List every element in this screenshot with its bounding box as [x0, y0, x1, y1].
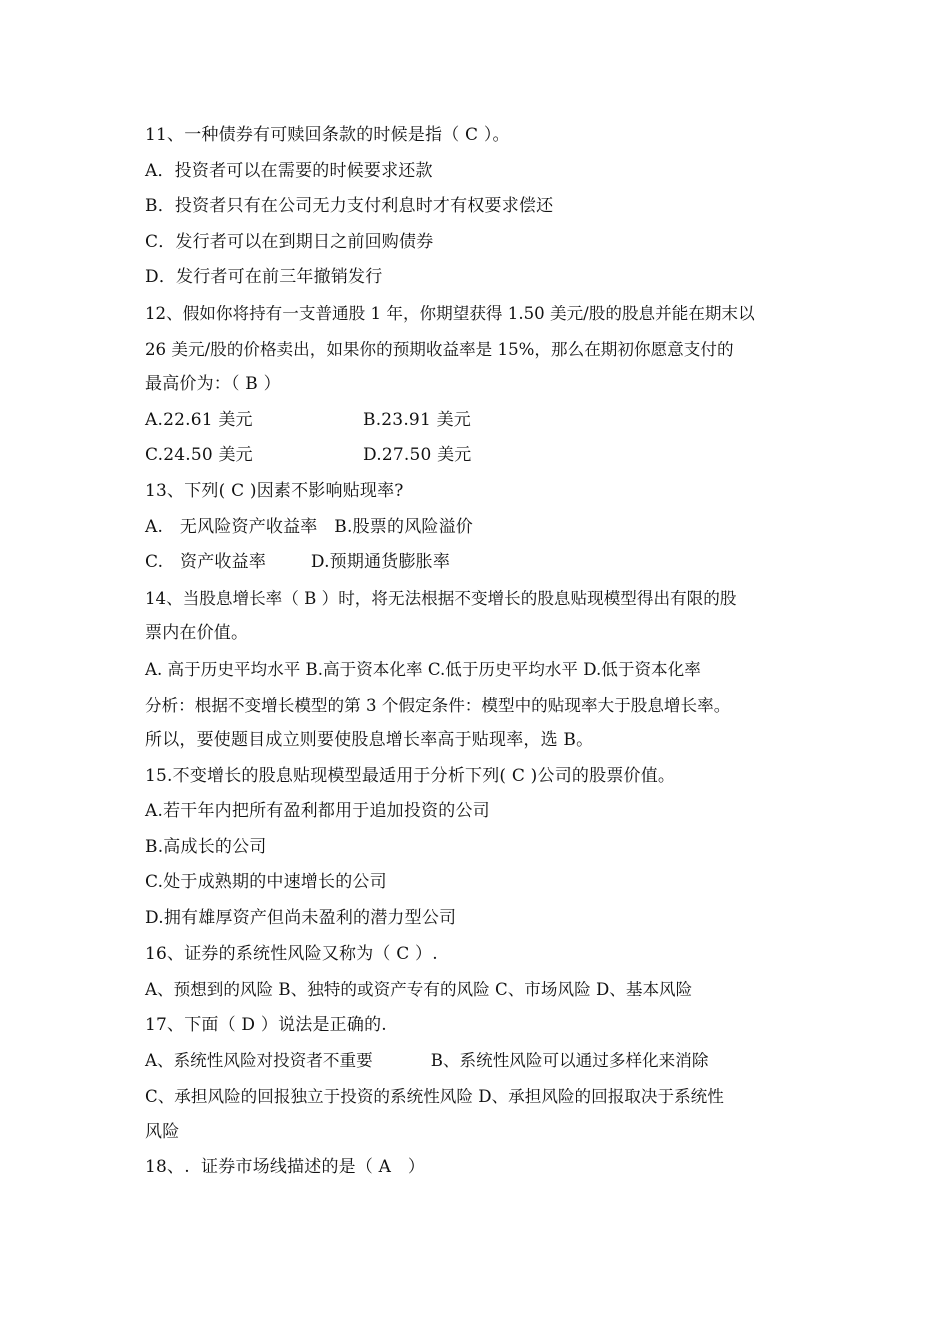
question-11-option-a: A．投资者可以在需要的时候要求还款 [145, 160, 433, 181]
question-16: 16、证券的系统性风险又称为（ C ）. [145, 943, 438, 964]
question-17-options-cd-cont: 风险 [145, 1121, 180, 1142]
question-17-options-ab: A、系统性风险对投资者不重要 B、系统性风险可以通过多样化来消除 [145, 1051, 709, 1071]
question-12-options-cd [145, 438, 810, 474]
question-12-options-ab [145, 403, 810, 439]
question-17-options-cd: C、承担风险的回报独立于投资的系统性风险 D、承担风险的回报取决于系统性 [145, 1087, 724, 1107]
question-17: 17、下面（ D ）说法是正确的. [145, 1014, 387, 1035]
question-11-option-c: C．发行者可以在到期日之前回购债券 [145, 231, 434, 252]
question-15-option-c: C.处于成熟期的中速增长的公司 [145, 872, 387, 893]
question-12-line-1: 12、假如你将持有一支普通股 1 年，你期望获得 1.50 美元/股的股息并能在期末以 [145, 303, 755, 323]
question-11-option-b: B．投资者只有在公司无力支付利息时才有权要求偿还 [145, 196, 554, 217]
question-15-option-d: D.拥有雄厚资产但尚未盈利的潜力型公司 [145, 908, 457, 929]
question-14-analysis-2: 所以，要使题目成立则要使股息增长率高于贴现率，选 B。 [145, 730, 594, 751]
question-18: 18、. 证券市场线描述的是（ A ） [145, 1157, 426, 1178]
question-12-option-d: D.27.50 美元 [363, 445, 472, 466]
question-15-option-a: A.若干年内把所有盈利都用于追加投资的公司 [145, 801, 490, 822]
question-11: 11、一种债券有可赎回条款的时候是指（ C ）。 [145, 125, 510, 145]
question-13-options-cd: C. 资产收益率 D.预期通货膨胀率 [145, 552, 451, 573]
question-14-line-2: 票内在价值。 [145, 623, 249, 644]
question-16-options: A、预想到的风险 B、独特的或资产专有的风险 C、市场风险 D、基本风险 [145, 980, 693, 1000]
question-11-option-d: D．发行者可在前三年撤销发行 [145, 267, 383, 288]
document-body [145, 118, 810, 1186]
question-12-line-2: 26 美元/股的价格卖出，如果你的预期收益率是 15%，那么在期初你愿意支付的 [145, 339, 734, 359]
question-13: 13、下列( C )因素不影响贴现率? [145, 480, 404, 501]
question-14-options: A. 高于历史平均水平 B.高于资本化率 C.低于历史平均水平 D.低于资本化率 [145, 659, 701, 679]
question-12-option-a: A.22.61 美元 [145, 409, 253, 430]
question-14-analysis-1: 分析：根据不变增长模型的第 3 个假定条件：模型中的贴现率大于股息增长率。 [145, 695, 731, 715]
question-13-options-ab: A. 无风险资产收益率 B.股票的风险溢价 [145, 516, 473, 537]
question-12-option-b: B.23.91 美元 [363, 409, 471, 430]
question-15: 15.不变增长的股息贴现模型最适用于分析下列( C )公司的股票价值。 [145, 765, 676, 786]
question-12-line-3: 最高价为：（ B ） [145, 374, 281, 395]
question-12-option-c: C.24.50 美元 [145, 445, 253, 466]
question-15-option-b: B.高成长的公司 [145, 836, 267, 857]
question-14-line-1: 14、当股息增长率（ B ）时，将无法根据不变增长的股息贴现模型得出有限的股 [145, 588, 737, 608]
